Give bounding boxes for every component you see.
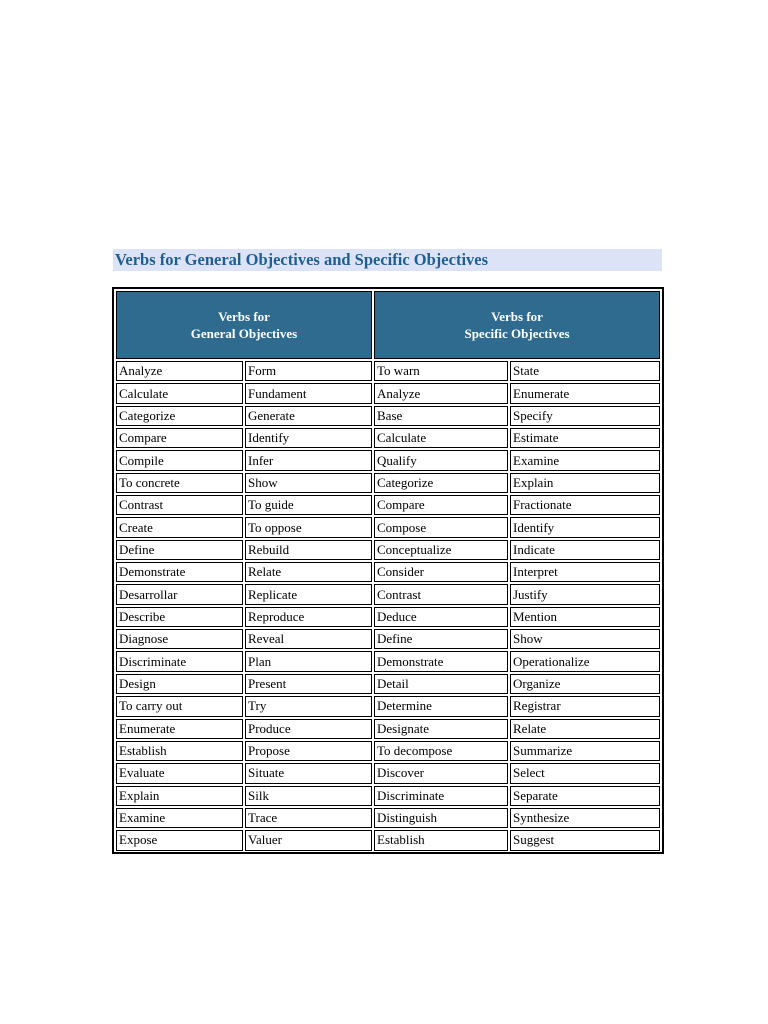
- table-body: [116, 361, 660, 851]
- general-verb-cell: Contrast: [116, 495, 243, 515]
- specific-verb-cell: Discover: [374, 763, 508, 783]
- specific-verb-cell: Discriminate: [374, 786, 508, 806]
- specific-verb-cell: Categorize: [374, 473, 508, 493]
- specific-verb-cell: Separate: [510, 786, 660, 806]
- general-verb-cell: To carry out: [116, 696, 243, 716]
- table-row: [116, 607, 660, 627]
- header-line: General Objectives: [190, 326, 298, 341]
- table-row: [116, 674, 660, 694]
- header-line: Specific Objectives: [464, 326, 570, 341]
- specific-verb-cell: Establish: [374, 830, 508, 850]
- general-verb-cell: Desarrollar: [116, 584, 243, 604]
- specific-verb-cell: Demonstrate: [374, 651, 508, 671]
- general-verb-cell: Design: [116, 674, 243, 694]
- general-verb-cell: Identify: [245, 428, 372, 448]
- table-row: [116, 428, 660, 448]
- table-row: [116, 786, 660, 806]
- general-verb-cell: Analyze: [116, 361, 243, 381]
- specific-verb-cell: Designate: [374, 719, 508, 739]
- general-verb-cell: Valuer: [245, 830, 372, 850]
- specific-verb-cell: Examine: [510, 450, 660, 470]
- table-row: [116, 696, 660, 716]
- specific-verb-cell: Organize: [510, 674, 660, 694]
- specific-verb-cell: Suggest: [510, 830, 660, 850]
- general-verb-cell: Discriminate: [116, 651, 243, 671]
- table-row: [116, 562, 660, 582]
- general-verb-cell: Define: [116, 540, 243, 560]
- general-verb-cell: Compare: [116, 428, 243, 448]
- specific-verb-cell: Deduce: [374, 607, 508, 627]
- general-verb-cell: Produce: [245, 719, 372, 739]
- general-verb-cell: Create: [116, 517, 243, 537]
- table-row: [116, 741, 660, 761]
- specific-verb-cell: Estimate: [510, 428, 660, 448]
- specific-verb-cell: Detail: [374, 674, 508, 694]
- specific-verb-cell: Compose: [374, 517, 508, 537]
- specific-verb-cell: Analyze: [374, 383, 508, 403]
- general-verb-cell: Fundament: [245, 383, 372, 403]
- specific-verb-cell: Compare: [374, 495, 508, 515]
- general-verb-cell: To concrete: [116, 473, 243, 493]
- specific-verb-cell: Fractionate: [510, 495, 660, 515]
- table-row: [116, 719, 660, 739]
- general-verb-cell: Reproduce: [245, 607, 372, 627]
- header-line: Verbs for: [218, 309, 270, 324]
- general-verb-cell: Replicate: [245, 584, 372, 604]
- table-row: [116, 473, 660, 493]
- general-verb-cell: To guide: [245, 495, 372, 515]
- general-verb-cell: Evaluate: [116, 763, 243, 783]
- table-row: [116, 651, 660, 671]
- specific-verb-cell: Registrar: [510, 696, 660, 716]
- table-row: [116, 406, 660, 426]
- table-row: [116, 383, 660, 403]
- table-row: [116, 629, 660, 649]
- specific-verb-cell: To warn: [374, 361, 508, 381]
- general-verb-cell: Enumerate: [116, 719, 243, 739]
- specific-verb-cell: Calculate: [374, 428, 508, 448]
- specific-verb-cell: Justify: [510, 584, 660, 604]
- table-row: [116, 584, 660, 604]
- general-verb-cell: Situate: [245, 763, 372, 783]
- specific-verb-cell: Summarize: [510, 741, 660, 761]
- header-specific-objectives: [374, 291, 660, 359]
- table-row: [116, 361, 660, 381]
- general-verb-cell: Compile: [116, 450, 243, 470]
- verbs-table: [114, 289, 662, 853]
- specific-verb-cell: Explain: [510, 473, 660, 493]
- table-row: [116, 830, 660, 850]
- specific-verb-cell: Consider: [374, 562, 508, 582]
- general-verb-cell: Establish: [116, 741, 243, 761]
- specific-verb-cell: Define: [374, 629, 508, 649]
- general-verb-cell: Generate: [245, 406, 372, 426]
- specific-verb-cell: Indicate: [510, 540, 660, 560]
- general-verb-cell: Reveal: [245, 629, 372, 649]
- table-row: [116, 450, 660, 470]
- section-heading: Verbs for General Objectives and Specific Objectives: [113, 249, 662, 271]
- header-line: Verbs for: [491, 309, 543, 324]
- general-verb-cell: Diagnose: [116, 629, 243, 649]
- table-row: [116, 495, 660, 515]
- general-verb-cell: Demonstrate: [116, 562, 243, 582]
- general-verb-cell: Describe: [116, 607, 243, 627]
- general-verb-cell: Show: [245, 473, 372, 493]
- specific-verb-cell: Contrast: [374, 584, 508, 604]
- table-row: [116, 517, 660, 537]
- specific-verb-cell: Qualify: [374, 450, 508, 470]
- general-verb-cell: Explain: [116, 786, 243, 806]
- specific-verb-cell: Select: [510, 763, 660, 783]
- table-row: [116, 808, 660, 828]
- specific-verb-cell: Identify: [510, 517, 660, 537]
- general-verb-cell: Form: [245, 361, 372, 381]
- table-header-row: [116, 291, 660, 359]
- general-verb-cell: Propose: [245, 741, 372, 761]
- general-verb-cell: Plan: [245, 651, 372, 671]
- specific-verb-cell: Relate: [510, 719, 660, 739]
- general-verb-cell: Silk: [245, 786, 372, 806]
- specific-verb-cell: Synthesize: [510, 808, 660, 828]
- general-verb-cell: Categorize: [116, 406, 243, 426]
- general-verb-cell: Calculate: [116, 383, 243, 403]
- specific-verb-cell: Determine: [374, 696, 508, 716]
- header-general-objectives: [116, 291, 372, 359]
- specific-verb-cell: State: [510, 361, 660, 381]
- specific-verb-cell: Conceptualize: [374, 540, 508, 560]
- table-row: [116, 540, 660, 560]
- specific-verb-cell: Interpret: [510, 562, 660, 582]
- specific-verb-cell: Base: [374, 406, 508, 426]
- table-row: [116, 763, 660, 783]
- verbs-table-frame: [112, 287, 664, 854]
- specific-verb-cell: Enumerate: [510, 383, 660, 403]
- general-verb-cell: Trace: [245, 808, 372, 828]
- general-verb-cell: Relate: [245, 562, 372, 582]
- specific-verb-cell: Mention: [510, 607, 660, 627]
- specific-verb-cell: Distinguish: [374, 808, 508, 828]
- general-verb-cell: Infer: [245, 450, 372, 470]
- general-verb-cell: Present: [245, 674, 372, 694]
- general-verb-cell: Expose: [116, 830, 243, 850]
- specific-verb-cell: To decompose: [374, 741, 508, 761]
- specific-verb-cell: Operationalize: [510, 651, 660, 671]
- general-verb-cell: To oppose: [245, 517, 372, 537]
- general-verb-cell: Rebuild: [245, 540, 372, 560]
- general-verb-cell: Try: [245, 696, 372, 716]
- specific-verb-cell: Specify: [510, 406, 660, 426]
- general-verb-cell: Examine: [116, 808, 243, 828]
- specific-verb-cell: Show: [510, 629, 660, 649]
